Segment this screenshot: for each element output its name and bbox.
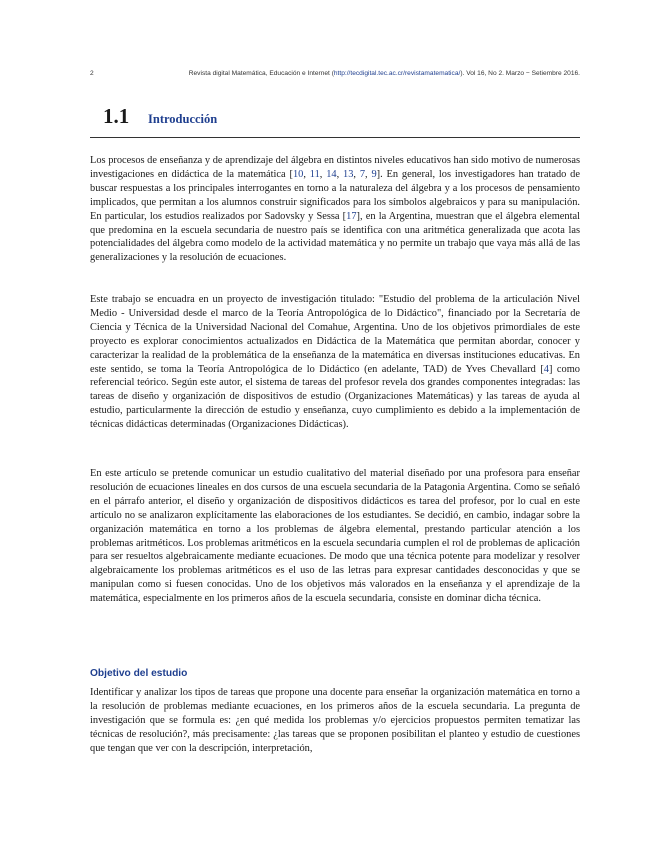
section-heading xyxy=(103,104,218,134)
subsection-title: Objetivo del estudio xyxy=(90,668,188,679)
p2-text-b: ] como referencial teórico. Según este autor, el sistema de tareas del profesor revela dos grandes componentes integradas: las tareas de diseño y organización de dispositivos de estudio (Organizaciones Matemáticas) y las tareas de ayuda al estudio, particularmente la dirección de estudio y enseñanza, cuyo cumplimiento es debido a la implementación de técnicas didácticas determinadas (Organizaciones Didácticas). xyxy=(90,363,580,431)
citation-sep: , xyxy=(365,168,372,180)
section-number: 1.1 xyxy=(103,104,130,128)
citation-link[interactable]: 9 xyxy=(371,168,377,180)
journal-citation xyxy=(189,70,580,77)
p2-text-a: Este trabajo se encuadra en un proyecto de investigación titulado: "Estudio del problema de la articulación Nivel Medio - Universidad desde el marco de la Teoría Antropológica de lo Didáctico", financiado por la Secretaría de Ciencia y Técnica de la Universidad Nacional del Comahue, Argentina. Uno de los objetivos primordiales de este proyecto es explorar conocimientos actualizados en Didáctica de la Matemática que permitan abordar, conocer y caracterizar la realidad de la problemática de la enseñanza de la matemática en diversas instituciones educativas. En este sentido, se toma la Teoría Antropológica de lo Didáctico (en adelante, TAD) de Yves Chevallard [ xyxy=(90,294,580,375)
citation-link[interactable]: 4 xyxy=(543,363,549,375)
p1-text-a: Los procesos de enseñanza y de aprendizaje del álgebra en distintos niveles educativos han sido motivo de numerosas investigaciones en didáctica de la matemática [ xyxy=(90,155,580,180)
p1-text-c: ], en la Argentina, muestran que el álgebra elemental que predomina en la escuela secundaria de nuestro país se identifica con una aritmética generalizada que acota las potencialidades del álgebra como modelo de la actividad matemática y no permite un trabajo que vaya más allá de las generalizaciones y la resolución de ecuaciones. xyxy=(90,210,581,264)
journal-suffix: ). Vol 16, No 2. Marzo − Setiembre 2016. xyxy=(460,70,580,77)
citation-sep: , xyxy=(336,168,344,180)
paragraph-intro-2 xyxy=(90,293,580,432)
citation-link[interactable]: 11 xyxy=(309,168,320,180)
citation-sep: , xyxy=(303,168,310,180)
paragraph-objective: Identificar y analizar los tipos de tareas que propone una docente para enseñar la organización matemática en torno a la resolución de problemas mediante ecuaciones, en los primeros años de la escuela secundaria. La pregunta de investigación que se formula es: ¿en qué medida los problemas y/o ejercicios propuestos permiten tematizar las técnicas de resolución?, más precisamente: ¿las tareas que se proponen posibilitan el planteo y estudio de cuestiones que tengan que ver con la descripción, interpretación, xyxy=(90,687,580,754)
citation-sep: , xyxy=(353,168,360,180)
citation-link[interactable]: 7 xyxy=(359,168,366,180)
journal-url-link[interactable]: http://tecdigital.tec.ac.cr/revistamatematica/ xyxy=(333,70,461,77)
page-number: 2 xyxy=(90,70,94,77)
citation-link[interactable]: 10 xyxy=(292,168,304,180)
paragraph-intro-3: En este artículo se pretende comunicar un estudio cualitativo del material diseñado por una profesora para enseñar resolución de ecuaciones lineales en dos cursos de una escuela secundaria de la Patagonia Argentina. Como se señaló en el párrafo anterior, el diseño y organización de dispositivos didácticos es tarea del profesor, por lo cual en este artículo no se analizaron explícitamente las elaboraciones de los estudiantes. Se decidió, en cambio, indagar sobre la organización matemática en torno a los problemas de álgebra elemental, prestando particular atención a los problemas aritméticos. Los problemas aritméticos en la escuela secundaria cumplen el rol de problemas de aplicación para ser resueltos algebraicamente mediante ecuaciones. De modo que una técnica potente para modelizar y resolver algebraicamente los problemas aritméticos es el uso de las letras para expresar cantidades desconocidas y que se manipulan como si fuesen conocidas. Uno de los objetivos más valorados en la enseñanza y el aprendizaje de la matemática, especialmente en los primeros años de la escuela secundaria, consiste en dominar dicha técnica. xyxy=(90,468,580,605)
citation-link[interactable]: 13 xyxy=(343,168,354,180)
journal-prefix: Revista digital Matemática, Educación e Internet ( xyxy=(188,70,334,77)
citation-link[interactable]: 14 xyxy=(326,168,337,180)
paragraph-intro-1 xyxy=(90,154,580,265)
citation-link[interactable]: 17 xyxy=(346,210,357,222)
section-rule xyxy=(90,137,580,138)
section-title: Introducción xyxy=(148,112,218,126)
p1-text-b: ]. En general, los investigadores han tratado de buscar respuestas a los principales interrogantes en torno a la naturaleza del álgebra y a los procesos de pensamiento implicados, que permitan a los alumnos construir significados para los símbolos algebraicos y para su manipulación. En particular, los estudios realizados por Sadovsky y Sessa [ xyxy=(90,168,580,222)
citation-sep: , xyxy=(319,168,327,180)
